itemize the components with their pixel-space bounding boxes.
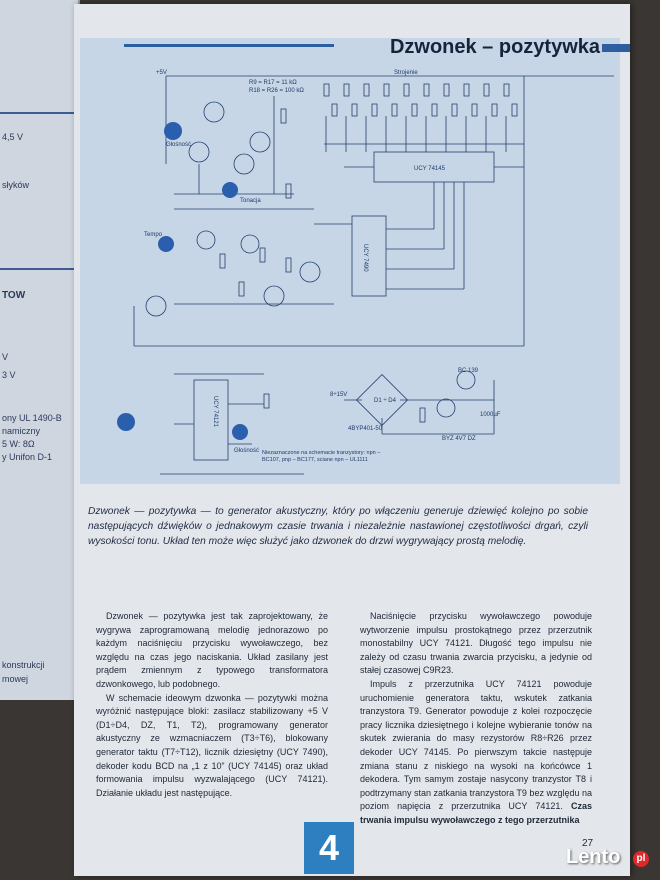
left-page-text: ony UL 1490-B [2,413,62,423]
label-bridge: D1 ÷ D4 [374,398,396,404]
resistor [352,104,357,116]
article-intro: Dzwonek — pozytywka — to generator akustyczny, który po włączeniu generuje dziewięć kolejno po sobie następujących dźwięków o jednakowym czasie trwania i niezależnie nastawionej częstotliwości drgań, czyli wysokości tonu. Układ ten może więc służyć jako dzwonek do drzwi wygrywający prostą melodię. [88,506,588,547]
label-tempo: Tempo [144,232,163,238]
resistor [444,84,449,96]
label-bc139: BC 139 [458,368,479,374]
left-page-text: TOW [2,290,26,301]
section-number-tab: 4 [304,822,354,874]
label-c1: 1000µF [480,412,501,418]
label-ic-7490: UCY 7490 [362,244,368,272]
left-page-text: namiczny [2,426,41,436]
resistor [332,104,337,116]
label-volume-2: Głośność [234,448,260,454]
label-tone: Tonacja [240,198,261,204]
background-dark [0,700,76,880]
left-page-text: mowej [2,674,29,684]
resistor [392,104,397,116]
paragraph: Naciśnięcie przycisku wywoławczego powoduje wytworzenie impulsu prostokątnego przez przerzutnik monostabilny UCY 74121. Długość tego impulsu nie zależy od czasu trwania zwarcia przycisku, a jedynie od stałej czasowej C9R23. [360,611,592,676]
resistor [344,84,349,96]
left-page-text: y Unifon D-1 [2,452,53,462]
resistor [452,104,457,116]
text-column-left [96,610,328,800]
paragraph-bold: Czas trwania impulsu wywoławczego z tego przerzutnika [360,801,592,825]
resistor [464,84,469,96]
resistor [492,104,497,116]
label-r9: R9 = R17 = 11 kΩ [249,80,297,86]
label-plus5v: +5V [156,70,167,76]
resistor [404,84,409,96]
left-page-text: 5 W: 8Ω [2,439,35,449]
resistor [432,104,437,116]
paragraph: W schemacie ideowym dzwonka — pozytywki można wyróżnić następujące bloki: zasilacz stabilizowany +5 V (D1÷D4, DZ, T1, T2), programowany generator akustyczny ze wzmacniaczem (T3÷T6), blokowany generator taktu (T7÷T12), licznik dziesiętny (UCY 7490), dekoder kodu BCD na „1 z 10” (UCY 74145) oraz układ formowania impulsu wyzwalającego (UCY 74121). Działanie układu jest następujące. [96,692,328,798]
left-page-text: V [2,352,9,362]
resistor [384,84,389,96]
page-title: Dzwonek – pozytywka [389,36,600,58]
left-page-text: 4,5 V [2,132,24,142]
watermark-dot: pl [633,851,649,867]
divider [0,268,78,270]
label-ic-74121: UCY 74121 [212,396,218,427]
paragraph: Dzwonek — pozytywka jest tak zaprojektowany, że wygrywa zaprogramowaną melodię jednorazowo po każdym naciśnięciu przycisku wywoławczego, bez względu na czas jego naciskania. Układ zasilany jest prądem zmiennym z typowego transformatora dzwonkowego, lub podobnego. [96,611,328,689]
label-bridge-type: 4BYP401-50 [348,426,383,432]
text-column-right [360,610,592,828]
left-page-fragment [0,0,80,700]
left-page-text: 3 V [2,370,16,380]
resistor [504,84,509,96]
label-ac-input: 8÷15V [330,392,348,398]
label-zener: BYZ 4V7 DZ [442,436,476,442]
magazine-page [74,4,630,876]
label-r18: R18 = R26 = 100 kΩ [249,88,304,94]
resistor [412,104,417,116]
resistor [472,104,477,116]
resistor [424,84,429,96]
page-number: 27 [582,838,594,849]
resistor [512,104,517,116]
left-page-text: konstrukcji [2,660,45,670]
watermark-brand: Lento [566,846,621,868]
label-volume: Głośność [166,142,192,148]
schematic-note: Niezaznaczone na schemacie tranzystory: npn – BC107, pnp – BC177, sciane npn – UL1111 [262,450,381,463]
resistor [484,84,489,96]
resistor [372,104,377,116]
label-tuning: Strojenie [394,70,418,76]
paragraph [360,678,592,828]
label-ic-74145: UCY 74145 [414,166,445,172]
resistor [324,84,329,96]
divider [0,112,78,114]
left-page-text: słyków [2,180,30,190]
circuit-schematic [74,4,630,494]
paragraph-text: Impuls z przerzutnika UCY 74121 powoduje uruchomienie generatora taktu, wskutek zatkania tranzystora T9. Generator powoduje z kolei rozpoczęcie pracy licznika dziesiętnego i kolejne wybieranie tonów na skutek zwierania do masy rezystorów R8÷R26 przez dekoder UCY 74145. Po pierwszym takcie następuje zmiana stanu z niskiego na wysoki na końcówce 1 dekodera. Tym samym zostaje nasycony tranzystor T8 i podtrzymany stan zatkania tranzystora T9 bez względu na poziom napięcia z przerzutnika UCY 74121. [360,678,592,812]
resistor [364,84,369,96]
